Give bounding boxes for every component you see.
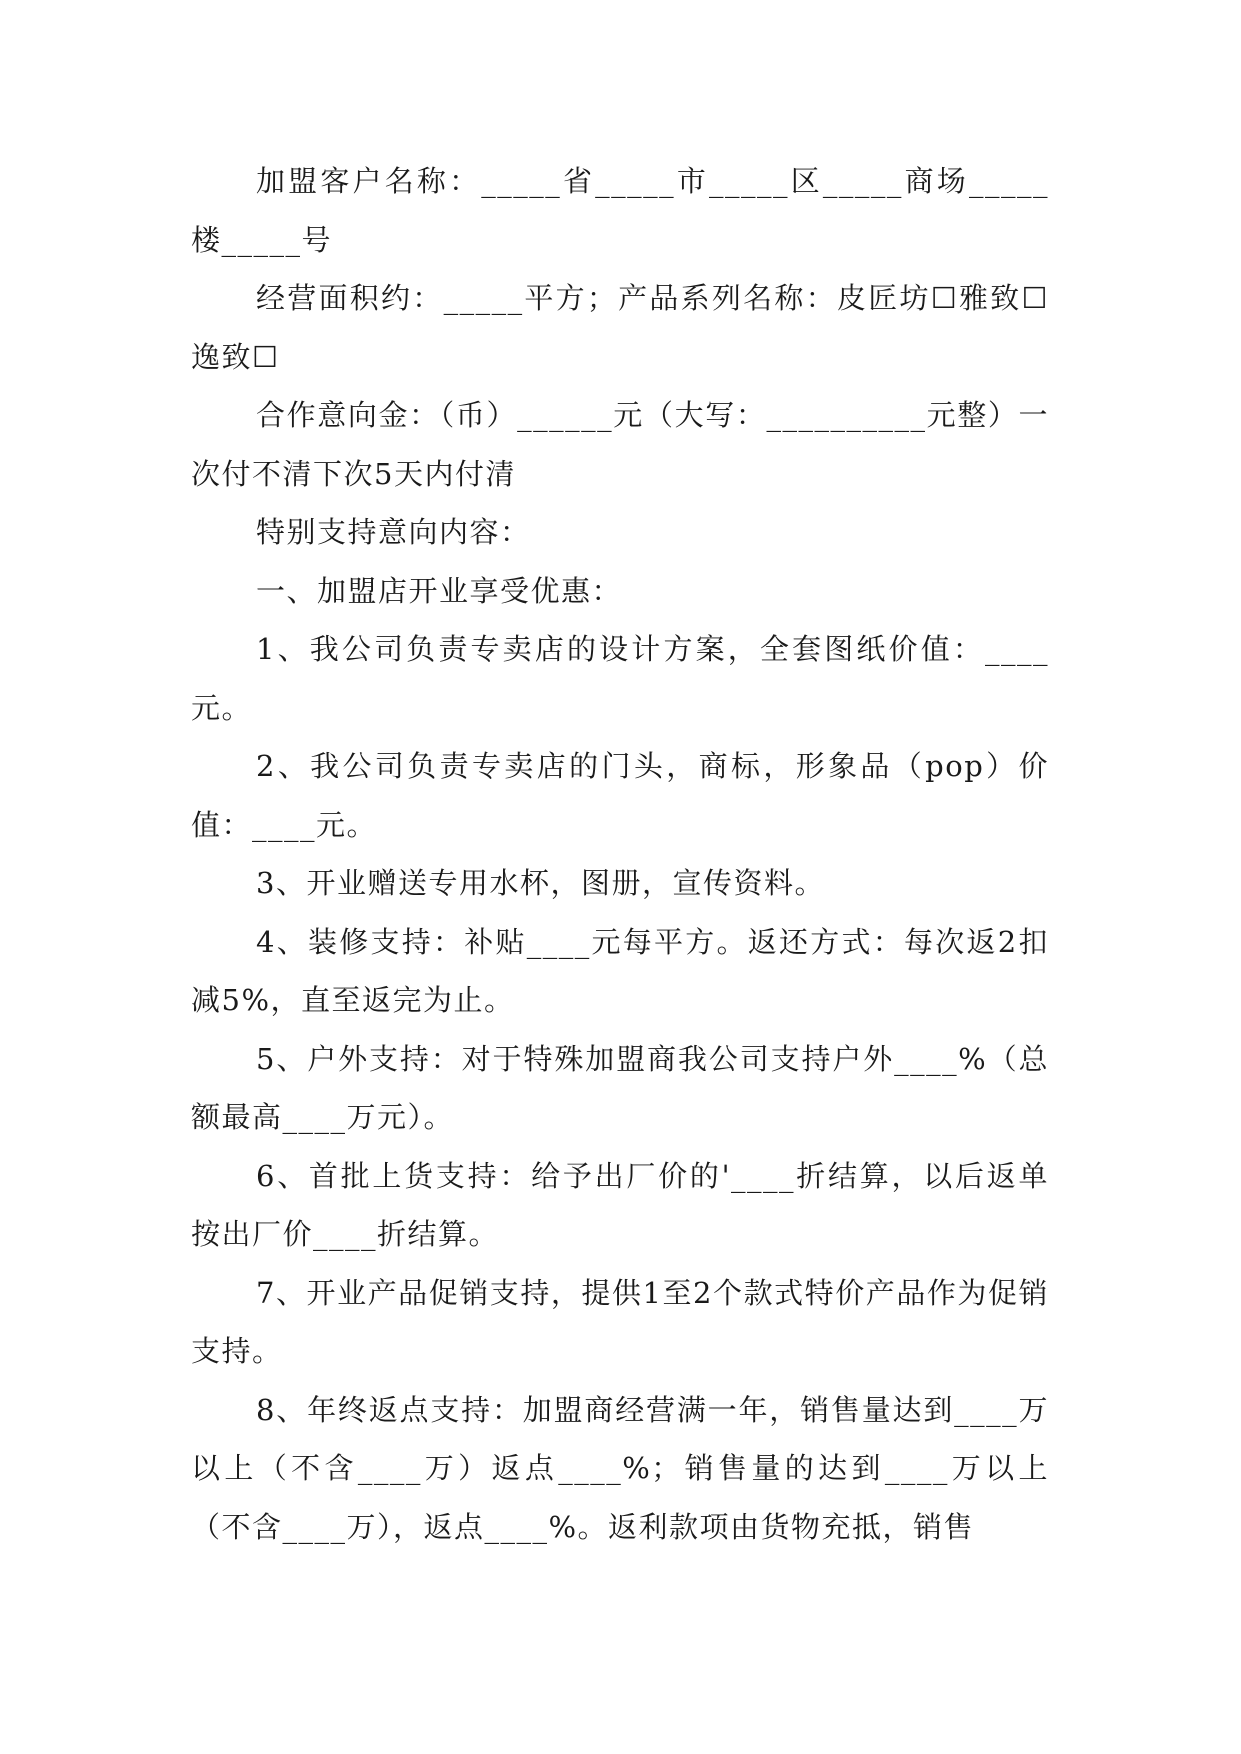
paragraph-item-4: 4、装修支持：补贴____元每平方。返还方式：每次返2扣减5%，直至返完为止。 bbox=[191, 924, 1049, 1017]
paragraph-special-support-heading: 特别支持意向内容： bbox=[256, 515, 531, 549]
paragraph-item-7: 7、开业产品促销支持，提供1至2个款式特价产品作为促销支持。 bbox=[191, 1275, 1049, 1368]
paragraph-deposit: 合作意向金：（币）______元（大写：__________元整）一次付不清下次5天内付清 bbox=[191, 398, 1049, 491]
paragraph-customer-name: 加盟客户名称：_____省_____市_____区_____商场_____楼_____号 bbox=[191, 164, 1049, 257]
document-page bbox=[191, 152, 1049, 1556]
paragraph-section-one-heading: 一、加盟店开业享受优惠： bbox=[256, 573, 623, 608]
paragraph-item-5: 5、户外支持：对于特殊加盟商我公司支持户外____%（总额最高____万元）。 bbox=[191, 1041, 1049, 1134]
paragraph-item-6: 6、首批上货支持：给予出厂价的'____折结算，以后返单按出厂价____折结算。 bbox=[191, 1158, 1049, 1251]
paragraph-item-8: 8、年终返点支持：加盟商经营满一年，销售量达到____万以上（不含____万）返点____%；销售量的达到____万以上（不含____万），返点____%。返利款项由货物充抵，销售 bbox=[191, 1392, 1049, 1544]
paragraph-item-3: 3、开业赠送专用水杯，图册，宣传资料。 bbox=[256, 866, 825, 900]
paragraph-business-area: 经营面积约：_____平方；产品系列名称：皮匠坊☐雅致☐逸致☐ bbox=[191, 281, 1049, 374]
paragraph-item-2: 2、我公司负责专卖店的门头，商标，形象品（pop）价值：____元。 bbox=[191, 749, 1049, 842]
paragraph-item-1: 1、我公司负责专卖店的设计方案，全套图纸价值：____元。 bbox=[191, 632, 1049, 725]
